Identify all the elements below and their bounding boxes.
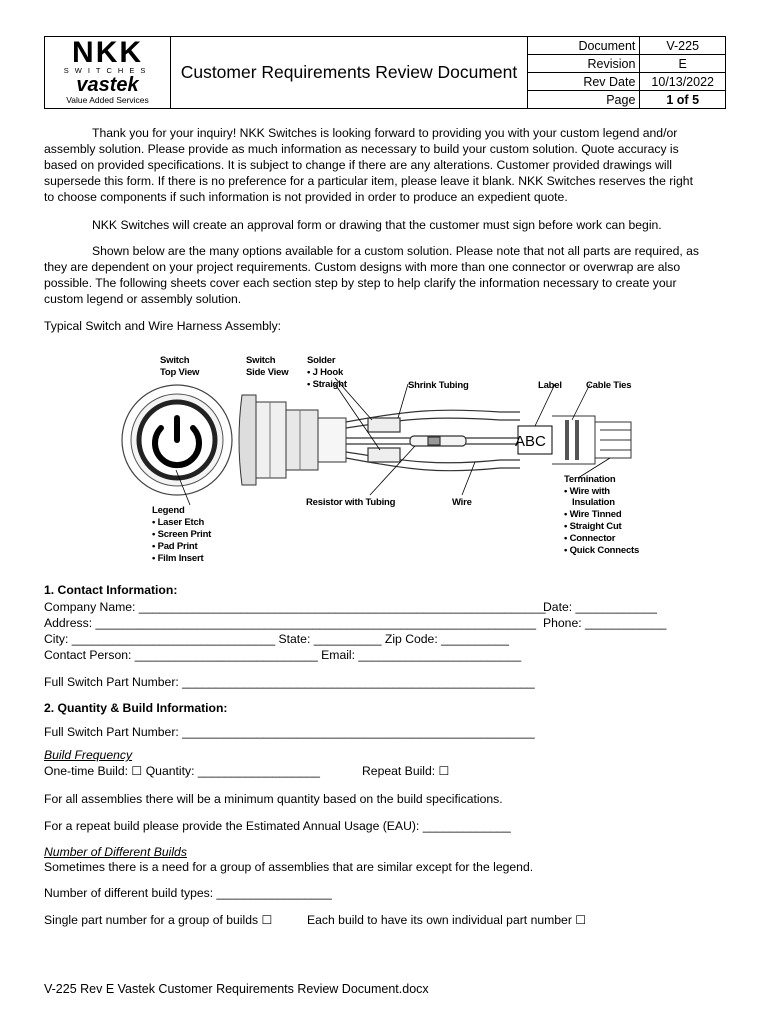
label-solder-straight: • Straight — [307, 379, 347, 390]
label-switch-top-2: Top View — [160, 367, 200, 378]
meta-value-document: V-225 — [640, 37, 726, 55]
meta-label-page: Page — [527, 91, 640, 109]
part-number-field-1[interactable]: Full Switch Part Number: ____________________________________________________ — [44, 675, 535, 689]
label-term-tinned: • Wire Tinned — [564, 509, 622, 520]
label-resistor: Resistor with Tubing — [306, 497, 396, 508]
label-legend-screen: • Screen Print — [152, 529, 212, 540]
logo-brand: NKK — [72, 36, 144, 69]
contact-email-field[interactable]: Contact Person: ___________________________ Email: ________________________ — [44, 648, 522, 662]
label-shrink-tubing: Shrink Tubing — [408, 380, 469, 391]
label-termination: Termination — [564, 474, 616, 485]
label-term-wire-ins: • Wire with — [564, 486, 610, 497]
label-term-insulation: Insulation — [572, 497, 615, 508]
intro-line-2: assembly solution. Please provide as much information as necessary to build your custom solution. Quote accuracy is — [44, 142, 679, 156]
address-field[interactable]: Address: _________________________________________________________________ — [44, 616, 537, 630]
label-wire: Wire — [452, 497, 472, 508]
harness-diagram — [110, 350, 670, 575]
label-term-straight: • Straight Cut — [564, 521, 622, 532]
meta-label-rev-date: Rev Date — [527, 73, 640, 91]
options-line-3: possible. The following sheets cover each section step by step to help clarify the information necessary to create your — [44, 276, 677, 290]
label-solder-jhook: • J Hook — [307, 367, 344, 378]
options-line-1: Shown below are the many options available for a custom solution. Please note that not all parts are required, as — [92, 244, 700, 258]
diagram-caption: Typical Switch and Wire Harness Assembly: — [44, 319, 282, 333]
single-part-checkbox[interactable]: Single part number for a group of builds ☐ — [44, 913, 273, 927]
label-legend: Legend — [152, 505, 185, 516]
label-term-quick: • Quick Connects — [564, 545, 640, 556]
wires — [346, 410, 520, 471]
nkk-logo — [45, 36, 170, 105]
eau-field[interactable]: For a repeat build please provide the Estimated Annual Usage (EAU): _____________ — [44, 819, 511, 833]
individual-part-checkbox[interactable]: Each build to have its own individual part number ☐ — [307, 913, 587, 927]
connector — [552, 416, 631, 464]
logo-cell — [45, 37, 171, 109]
logo-sub: SWITCHES — [63, 66, 152, 75]
number-builds-desc: Sometimes there is a need for a group of assemblies that are similar except for the legend. — [44, 860, 534, 874]
intro-line-5: to choose components if such information is not provided in order to produce an expedient quote. — [44, 190, 568, 204]
switch-side-view — [239, 395, 346, 485]
intro-line-1: Thank you for your inquiry! NKK Switches is looking forward to providing you with your custom legend and/or — [92, 126, 678, 140]
date-field[interactable]: Date: ____________ — [543, 600, 657, 614]
label-legend-film: • Film Insert — [152, 553, 204, 564]
header-table — [44, 36, 726, 109]
logo-tagline: Value Added Services — [66, 95, 149, 105]
label-term-connector: • Connector — [564, 533, 616, 544]
meta-label-revision: Revision — [527, 55, 640, 73]
section-2-heading: 2. Quantity & Build Information: — [44, 701, 228, 715]
switch-top-view — [122, 385, 232, 495]
part-number-field-2[interactable]: Full Switch Part Number: ____________________________________________________ — [44, 725, 535, 739]
options-line-4: custom legend or assembly solution. — [44, 292, 242, 306]
label-cable-ties: Cable Ties — [586, 380, 632, 391]
section-1-heading: 1. Contact Information: — [44, 583, 178, 597]
city-state-zip-field[interactable]: City: ______________________________ State: __________ Zip Code: __________ — [44, 632, 509, 646]
build-types-field[interactable]: Number of different build types: _________________ — [44, 886, 332, 900]
label-solder: Solder — [307, 355, 336, 366]
approval-paragraph: NKK Switches will create an approval form or drawing that the customer must sign before work can begin. — [92, 218, 662, 232]
label-switch-side-2: Side View — [246, 367, 289, 378]
one-time-build-field[interactable]: One-time Build: ☐ Quantity: __________________ — [44, 764, 320, 778]
label-switch-top-1: Switch — [160, 355, 190, 366]
phone-field[interactable]: Phone: ____________ — [543, 616, 667, 630]
meta-value-rev-date: 10/13/2022 — [640, 73, 726, 91]
label-switch-side-1: Switch — [246, 355, 276, 366]
footer-filename: V-225 Rev E Vastek Customer Requirements Review Document.docx — [44, 982, 429, 996]
build-frequency-title: Build Frequency — [44, 748, 133, 762]
options-line-2: they are dependent on your project requirements. Custom designs with more than one connector or overwrap are also — [44, 260, 681, 274]
intro-line-4: supersede this form. If there is no preference for a particular item, please leave it blank. NKK Switches reserves the right — [44, 174, 693, 188]
label-legend-pad: • Pad Print — [152, 541, 198, 552]
cable-ties — [565, 420, 579, 460]
minimum-note: For all assemblies there will be a minimum quantity based on the build specifications. — [44, 792, 503, 806]
number-builds-title: Number of Different Builds — [44, 845, 187, 859]
label-abc: ABC — [515, 433, 546, 450]
logo-company: vastek — [76, 74, 139, 96]
intro-line-3: based on provided specifications. It is subject to change if there are any alterations. Customer provided drawings will — [44, 158, 672, 172]
meta-value-page: 1 of 5 — [640, 91, 726, 109]
meta-value-revision: E — [640, 55, 726, 73]
document-title: Customer Requirements Review Document — [171, 37, 528, 109]
repeat-build-checkbox[interactable]: Repeat Build: ☐ — [362, 764, 450, 778]
meta-label-document: Document — [527, 37, 640, 55]
company-name-field[interactable]: Company Name: ____________________________________________________________ — [44, 600, 546, 614]
label-label: Label — [538, 380, 562, 391]
label-legend-laser: • Laser Etch — [152, 517, 205, 528]
